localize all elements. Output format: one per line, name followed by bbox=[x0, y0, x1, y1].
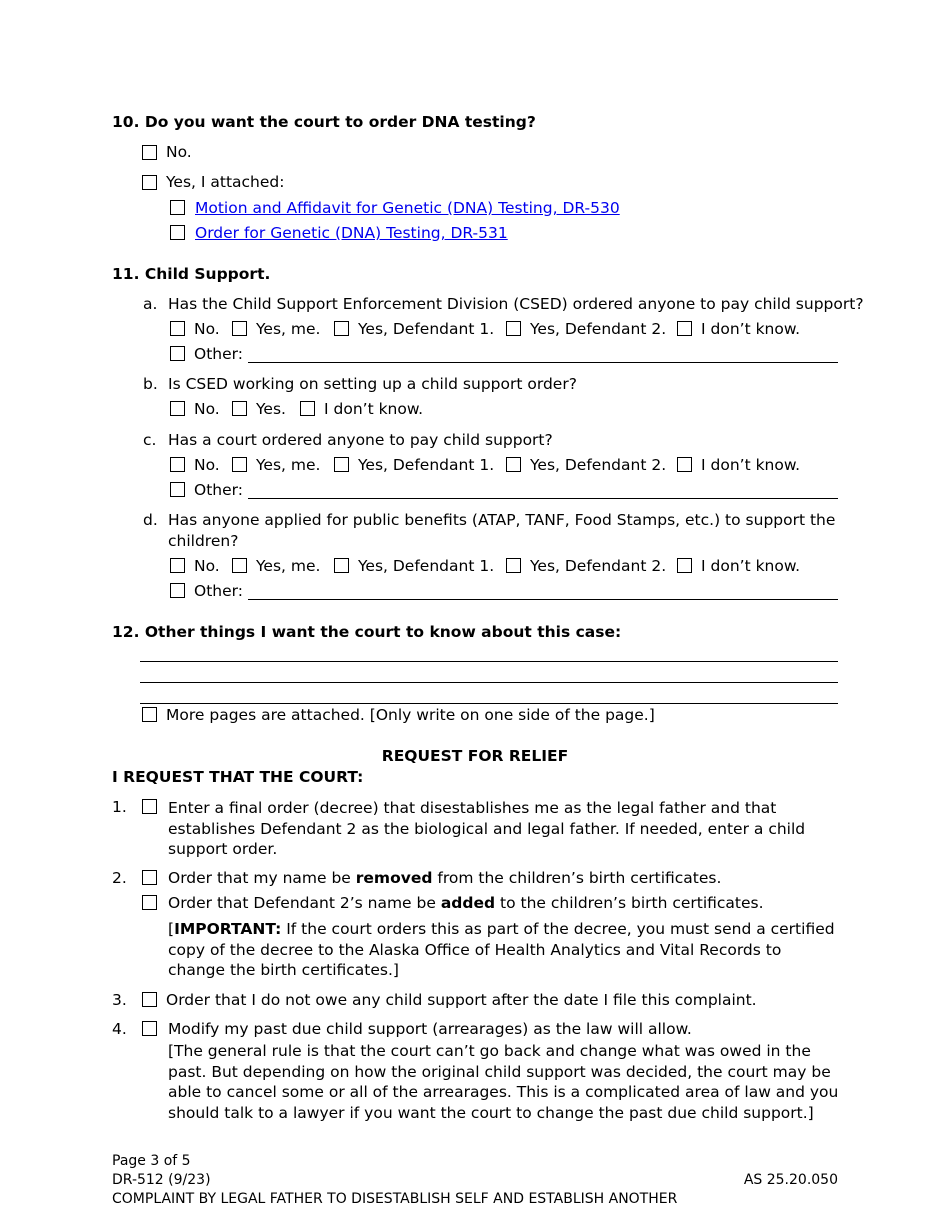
q11a-dontknow-checkbox[interactable] bbox=[677, 321, 692, 336]
q12-write-line[interactable] bbox=[140, 682, 838, 683]
q11b-question: Is CSED working on setting up a child support order? bbox=[168, 375, 577, 393]
relief-heading: REQUEST FOR RELIEF bbox=[381, 747, 569, 765]
q11b-yes-checkbox[interactable] bbox=[232, 401, 247, 416]
relief-2-note-open: [ bbox=[168, 920, 175, 938]
relief-1-text: Enter a final order (decree) that disestablishes me as the legal father and that establishes Defendant 2 as the biological and legal father. If needed, enter a child support order. bbox=[168, 799, 806, 858]
relief-4-text: Modify my past due child support (arrearages) as the law will allow. bbox=[168, 1020, 692, 1038]
relief-3-text: Order that I do not owe any child support after the date I file this complaint. bbox=[166, 991, 757, 1009]
relief-2-number: 2. bbox=[112, 869, 127, 887]
q10-no-label: No. bbox=[166, 143, 192, 161]
relief-2b-pre: Order that Defendant 2’s name be bbox=[168, 894, 441, 912]
q11c-yes-me-checkbox[interactable] bbox=[232, 457, 247, 472]
relief-4-checkbox[interactable] bbox=[142, 1021, 157, 1036]
q11d-question-line1: Has anyone applied for public benefits (ATAP, TANF, Food Stamps, etc.) to support the bbox=[168, 511, 836, 529]
q11c-other-label: Other: bbox=[194, 481, 243, 499]
q11a-other-line[interactable] bbox=[248, 362, 838, 363]
q11b-dontknow-checkbox[interactable] bbox=[300, 401, 315, 416]
q11d-letter: d. bbox=[143, 511, 158, 529]
q11c-def2-label: Yes, Defendant 2. bbox=[530, 456, 667, 474]
q11d-no-label: No. bbox=[194, 557, 220, 575]
q11c-no-checkbox[interactable] bbox=[170, 457, 185, 472]
q11c-other-line[interactable] bbox=[248, 498, 838, 499]
q11a-yes-me-checkbox[interactable] bbox=[232, 321, 247, 336]
relief-2a-checkbox[interactable] bbox=[142, 870, 157, 885]
q11c-dontknow-label: I don’t know. bbox=[701, 456, 801, 474]
relief-2b-bold: added bbox=[440, 894, 496, 912]
q11c-letter: c. bbox=[143, 431, 157, 449]
relief-2b-checkbox[interactable] bbox=[142, 895, 157, 910]
relief-2-note-bold: IMPORTANT: bbox=[174, 920, 282, 938]
q11d-def1-label: Yes, Defendant 1. bbox=[358, 557, 495, 575]
q11c-other-checkbox[interactable] bbox=[170, 482, 185, 497]
q11a-def1-checkbox[interactable] bbox=[334, 321, 349, 336]
q11a-dontknow-label: I don’t know. bbox=[701, 320, 801, 338]
relief-2b-post: to the children’s birth certificates. bbox=[495, 894, 764, 912]
q12-write-line[interactable] bbox=[140, 703, 838, 704]
q11d-other-label: Other: bbox=[194, 582, 243, 600]
q10-dr531-checkbox[interactable] bbox=[170, 225, 185, 240]
relief-1-number: 1. bbox=[112, 798, 127, 816]
q11b-no-checkbox[interactable] bbox=[170, 401, 185, 416]
relief-2a-text bbox=[168, 869, 721, 888]
dr530-link[interactable]: Motion and Affidavit for Genetic (DNA) Testing, DR-530 bbox=[195, 199, 620, 217]
relief-2a-post: from the children’s birth certificates. bbox=[432, 869, 722, 887]
q10-no-checkbox[interactable] bbox=[142, 145, 157, 160]
relief-subheading: I REQUEST THAT THE COURT: bbox=[112, 768, 364, 786]
q11d-dontknow-checkbox[interactable] bbox=[677, 558, 692, 573]
footer-page-number: Page 3 of 5 bbox=[112, 1153, 191, 1169]
q11b-letter: b. bbox=[143, 375, 158, 393]
q11c-dontknow-checkbox[interactable] bbox=[677, 457, 692, 472]
q11-title: 11. Child Support. bbox=[112, 265, 271, 283]
q11c-no-label: No. bbox=[194, 456, 220, 474]
q10-yes-label: Yes, I attached: bbox=[166, 173, 285, 191]
q11b-yes-label: Yes. bbox=[256, 400, 286, 418]
q11d-yes-me-checkbox[interactable] bbox=[232, 558, 247, 573]
relief-2b-text bbox=[168, 894, 764, 913]
q11a-other-label: Other: bbox=[194, 345, 243, 363]
relief-2a-bold: removed bbox=[355, 869, 433, 887]
relief-3-number: 3. bbox=[112, 991, 127, 1009]
q11c-question: Has a court ordered anyone to pay child support? bbox=[168, 431, 553, 449]
q11d-def1-checkbox[interactable] bbox=[334, 558, 349, 573]
q11d-dontknow-label: I don’t know. bbox=[701, 557, 801, 575]
relief-4-note: [The general rule is that the court can’t go back and change what was owed in the past. But depending on how the original child support was decided, the court may be able to cancel some or all of the arrearages. This is a complicated area of law and you should talk to a lawyer if you want the court to change the past due child support.] bbox=[168, 1042, 839, 1122]
q11d-yes-me-label: Yes, me. bbox=[256, 557, 321, 575]
q12-more-pages-checkbox[interactable] bbox=[142, 707, 157, 722]
q10-dr530-checkbox[interactable] bbox=[170, 200, 185, 215]
q11d-question-line2: children? bbox=[168, 532, 239, 550]
q11b-dontknow-label: I don’t know. bbox=[324, 400, 424, 418]
q11c-def1-label: Yes, Defendant 1. bbox=[358, 456, 495, 474]
footer-form-number: DR-512 (9/23) bbox=[112, 1172, 211, 1188]
q11c-def1-checkbox[interactable] bbox=[334, 457, 349, 472]
q12-title: 12. Other things I want the court to know about this case: bbox=[112, 623, 622, 641]
relief-2-note-text: If the court orders this as part of the decree, you must send a certified copy of the decree to the Alaska Office of Health Analytics and Vital Records to change the birth certificates.] bbox=[168, 920, 835, 979]
q11a-def2-label: Yes, Defendant 2. bbox=[530, 320, 667, 338]
q11a-def1-label: Yes, Defendant 1. bbox=[358, 320, 495, 338]
q11a-yes-me-label: Yes, me. bbox=[256, 320, 321, 338]
footer-form-title: COMPLAINT BY LEGAL FATHER TO DISESTABLISH SELF AND ESTABLISH ANOTHER bbox=[112, 1191, 678, 1207]
q11d-other-line[interactable] bbox=[248, 599, 838, 600]
q11a-letter: a. bbox=[143, 295, 158, 313]
q11a-def2-checkbox[interactable] bbox=[506, 321, 521, 336]
q11d-other-checkbox[interactable] bbox=[170, 583, 185, 598]
q11d-no-checkbox[interactable] bbox=[170, 558, 185, 573]
q12-more-pages-label: More pages are attached. [Only write on one side of the page.] bbox=[166, 706, 655, 724]
relief-2a-pre: Order that my name be bbox=[168, 869, 356, 887]
relief-1-checkbox[interactable] bbox=[142, 799, 157, 814]
q11a-no-label: No. bbox=[194, 320, 220, 338]
q10-title: 10. Do you want the court to order DNA testing? bbox=[112, 113, 536, 131]
q11a-other-checkbox[interactable] bbox=[170, 346, 185, 361]
q11c-yes-me-label: Yes, me. bbox=[256, 456, 321, 474]
q11c-def2-checkbox[interactable] bbox=[506, 457, 521, 472]
q10-yes-checkbox[interactable] bbox=[142, 175, 157, 190]
q12-write-line[interactable] bbox=[140, 661, 838, 662]
relief-4-number: 4. bbox=[112, 1020, 127, 1038]
q11b-no-label: No. bbox=[194, 400, 220, 418]
dr531-link[interactable]: Order for Genetic (DNA) Testing, DR-531 bbox=[195, 224, 508, 242]
relief-2-note bbox=[168, 919, 836, 981]
q11a-no-checkbox[interactable] bbox=[170, 321, 185, 336]
q11d-def2-label: Yes, Defendant 2. bbox=[530, 557, 667, 575]
q11d-def2-checkbox[interactable] bbox=[506, 558, 521, 573]
relief-3-checkbox[interactable] bbox=[142, 992, 157, 1007]
q11a-question: Has the Child Support Enforcement Division (CSED) ordered anyone to pay child support? bbox=[168, 295, 864, 313]
footer-statute: AS 25.20.050 bbox=[743, 1172, 838, 1188]
